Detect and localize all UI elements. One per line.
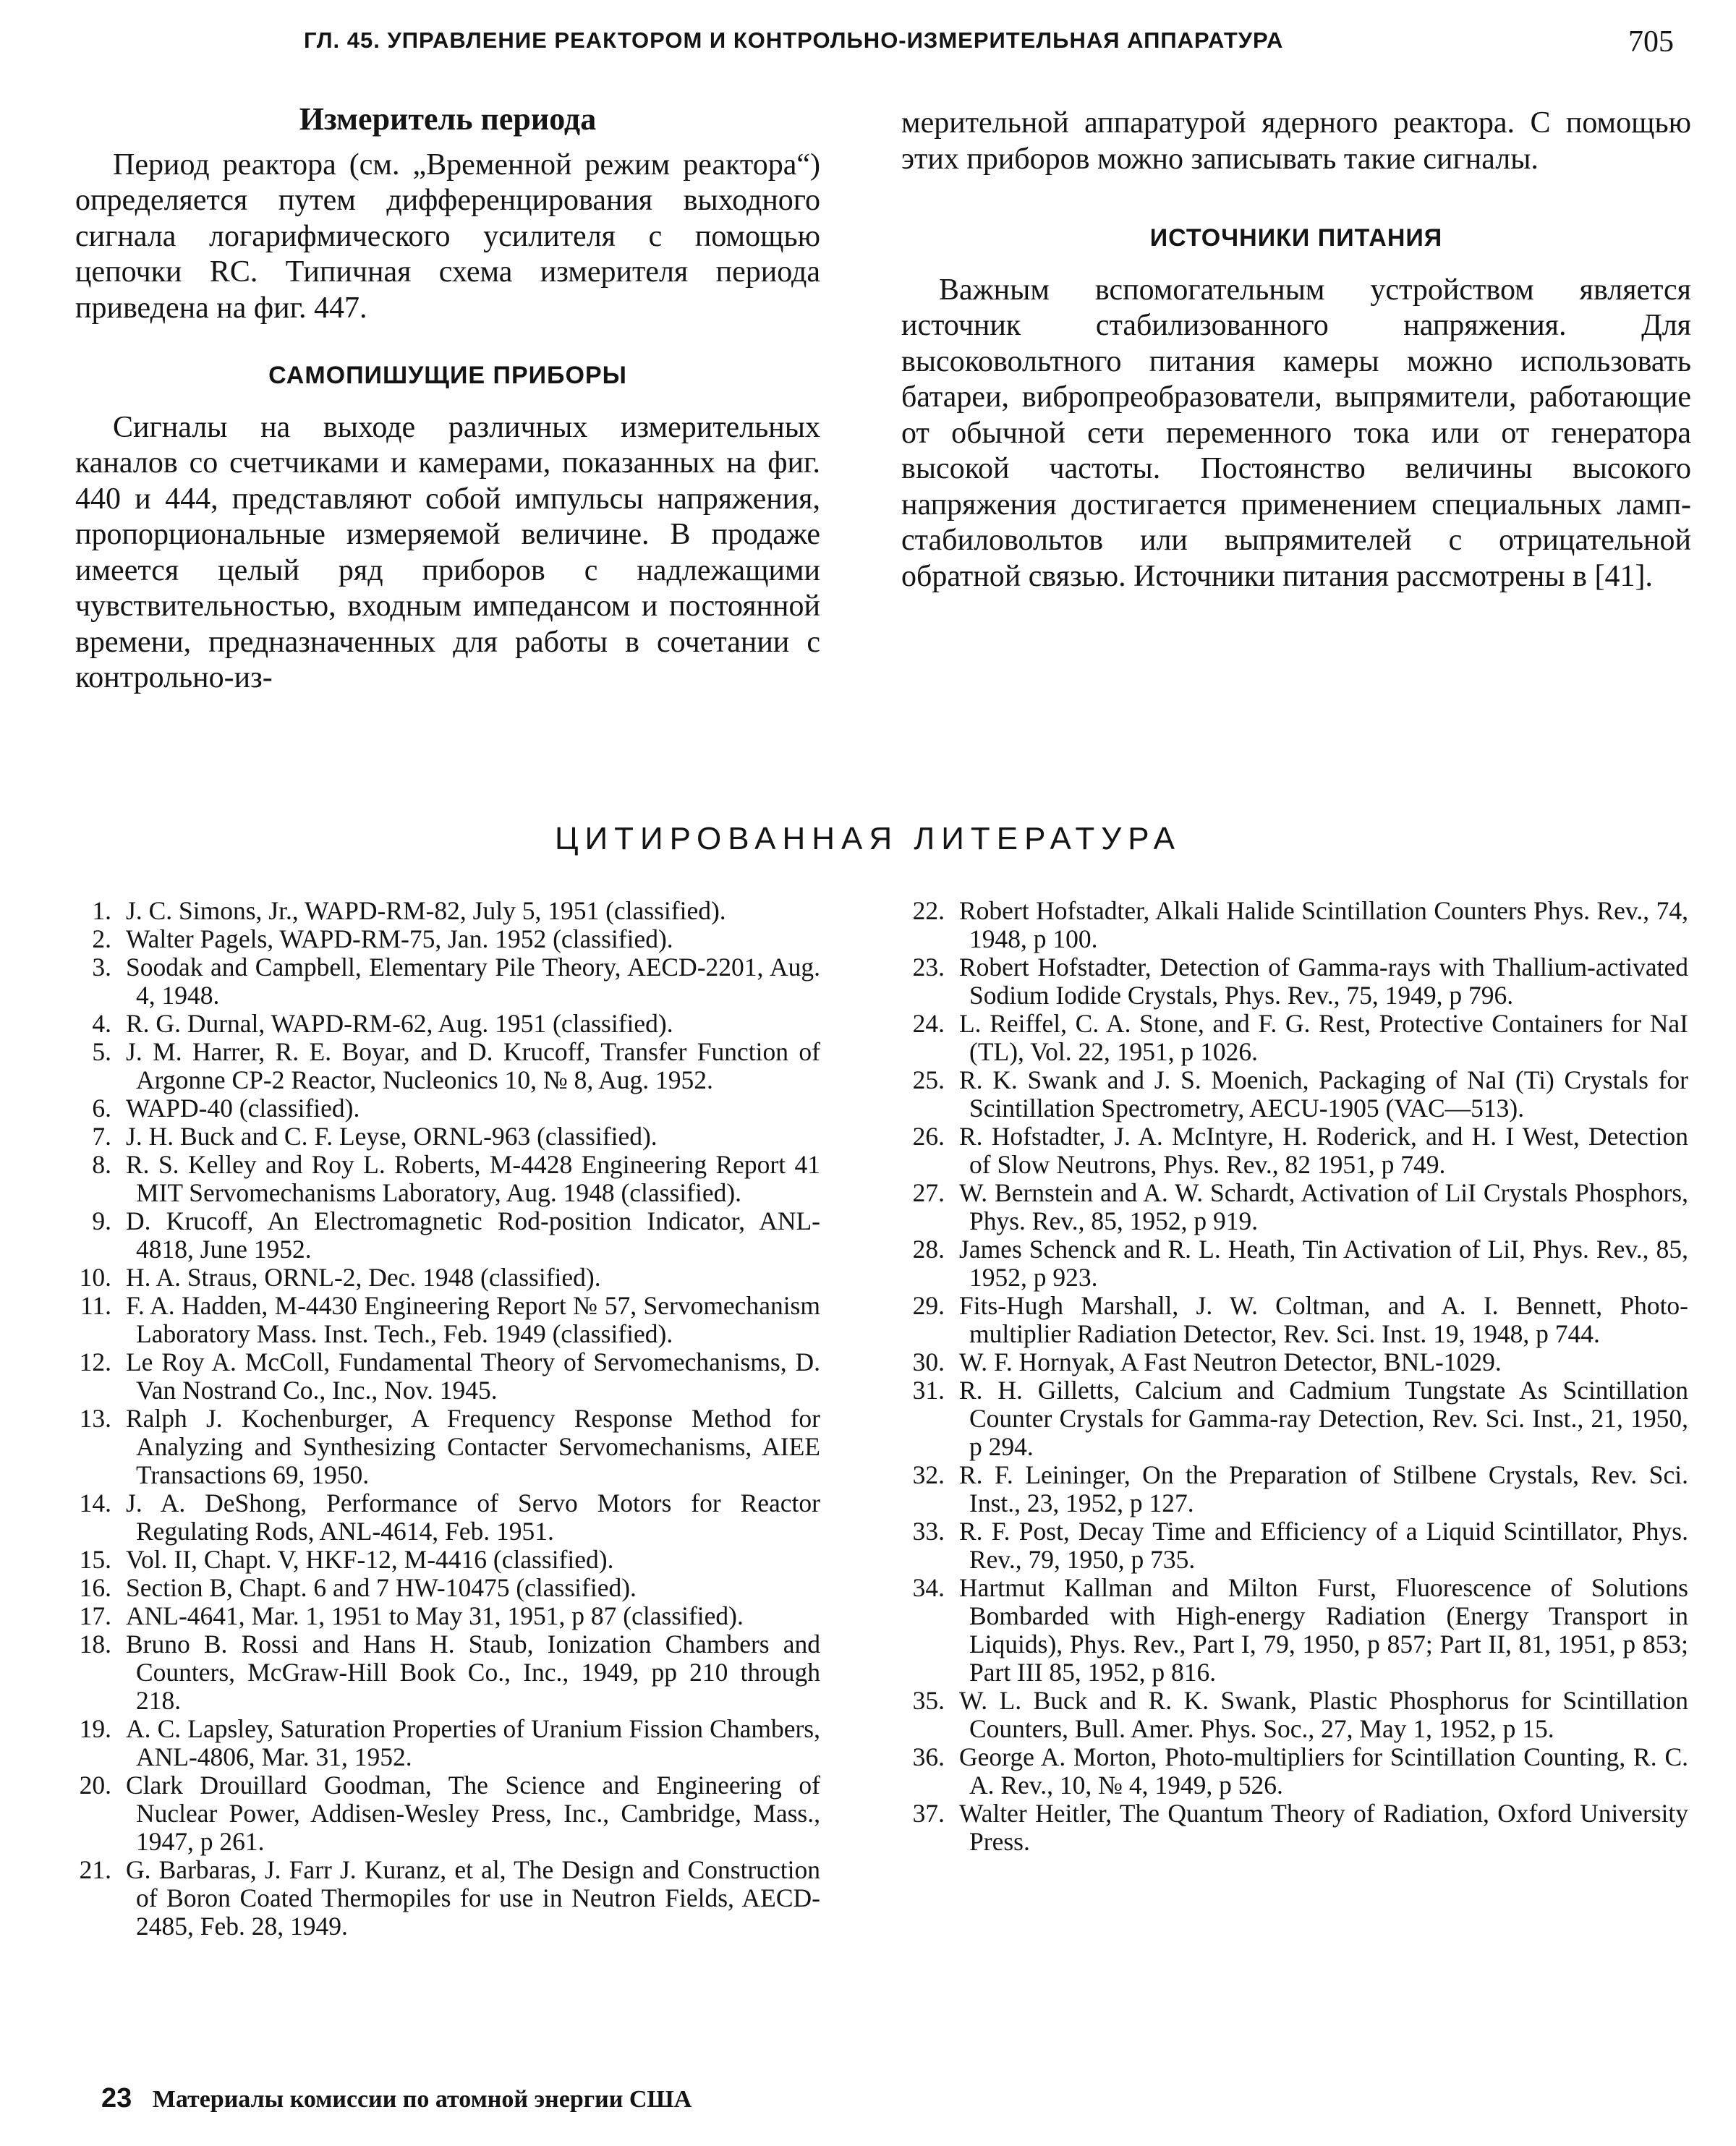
paragraph-period-meter: Период реактора (см. „Временной режим реактора“) определяется путем дифференцирования выходного сигнала логарифмического усилителя с помощью цепочки RC. Типичная схема измерителя периода приведена на фиг. 447. xyxy=(75,148,820,325)
reference-item xyxy=(894,1010,1688,1066)
reference-text: Walter Pagels, WAPD-RM-75, Jan. 1952 (classified). xyxy=(126,924,673,953)
signature-number: 23 xyxy=(101,2083,132,2113)
reference-item xyxy=(894,1574,1688,1687)
reference-number: 18. xyxy=(79,1630,111,1659)
reference-text: W. Bernstein and A. W. Schardt, Activation of LiI Crystals Phosphors, Phys. Rev., 85, 1952, p 919. xyxy=(959,1178,1688,1235)
reference-item xyxy=(61,925,820,953)
reference-item xyxy=(61,1405,820,1489)
reference-item xyxy=(61,1602,820,1630)
reference-text: R. F. Post, Decay Time and Efficiency of a Liquid Scintillator, Phys. Rev., 79, 1950, p 735. xyxy=(959,1517,1688,1574)
reference-number: 20. xyxy=(79,1771,111,1800)
reference-text: J. A. DeShong, Performance of Servo Motors for Reactor Regulating Rods, ANL-4614, Feb. 1951. xyxy=(126,1489,820,1546)
reference-number: 5. xyxy=(92,1037,111,1066)
reference-item xyxy=(894,1376,1688,1461)
reference-number: 19. xyxy=(79,1714,111,1743)
reference-text: Ralph J. Kochenburger, A Frequency Response Method for Analyzing and Synthesizing Contacter Servomechanisms, AIEE Transactions 69, 1950. xyxy=(126,1404,820,1489)
references-list-left xyxy=(61,897,820,1941)
reference-item xyxy=(61,1489,820,1546)
reference-item xyxy=(894,1123,1688,1179)
reference-text: Section B, Chapt. 6 and 7 HW-10475 (classified). xyxy=(126,1573,637,1602)
reference-item xyxy=(61,1856,820,1941)
reference-text: R. H. Gilletts, Calcium and Cadmium Tungstate As Scintillation Counter Crystals for Gamma-ray Detection, Rev. Sci. Inst., 21, 1950, p 294. xyxy=(959,1376,1688,1461)
references-title: ЦИТИРОВАННАЯ ЛИТЕРАТУРА xyxy=(554,821,1182,856)
reference-text: Robert Hofstadter, Detection of Gamma-rays with Thallium-activated Sodium Iodide Crystals, Phys. Rev., 75, 1949, p 796. xyxy=(959,953,1688,1010)
reference-number: 11. xyxy=(80,1291,111,1320)
reference-number: 14. xyxy=(79,1489,111,1517)
reference-text: Vol. II, Chapt. V, HKF-12, M-4416 (classified). xyxy=(126,1545,614,1574)
reference-item xyxy=(61,1546,820,1574)
reference-item xyxy=(61,1348,820,1405)
reference-number: 22. xyxy=(912,896,945,925)
reference-number: 27. xyxy=(912,1178,945,1207)
left-column xyxy=(75,101,820,697)
paragraph-recorders: Сигналы на выходе различных измерительных каналов со счетчиками и камерами, показанных на фиг. 440 и 444, представляют собой импульсы напряжения, пропорциональные измеряемой величине. В продаже имеется целый ряд приборов с надлежащими чувствительностью, входным импедансом и постоянной времени, предназначенных для работы в сочетании с контрольно-из- xyxy=(75,410,820,694)
reference-number: 30. xyxy=(912,1347,945,1376)
reference-item xyxy=(894,1348,1688,1376)
reference-item xyxy=(61,1151,820,1207)
page-number: 705 xyxy=(1628,25,1674,59)
section-heading-power-supplies: ИСТОЧНИКИ ПИТАНИЯ xyxy=(1149,224,1443,252)
page-footer xyxy=(101,2083,692,2114)
reference-item xyxy=(61,1771,820,1856)
paragraph-recorders-continued: мерительной аппаратурой ядерного реактора. С помощью этих приборов можно записывать такие сигналы. xyxy=(901,106,1691,176)
reference-item xyxy=(894,1292,1688,1348)
reference-text: James Schenck and R. L. Heath, Tin Activation of LiI, Phys. Rev., 85, 1952, p 923. xyxy=(959,1235,1688,1292)
reference-number: 13. xyxy=(79,1404,111,1433)
reference-text: Clark Drouillard Goodman, The Science and Engineering of Nuclear Power, Addisen-Wesley Press, Inc., Cambridge, Mass., 1947, p 261. xyxy=(126,1771,820,1856)
reference-text: H. A. Straus, ORNL-2, Dec. 1948 (classified). xyxy=(126,1263,601,1292)
reference-number: 24. xyxy=(912,1009,945,1038)
references-list-right xyxy=(894,897,1688,1856)
reference-text: R. S. Kelley and Roy L. Roberts, M-4428 Engineering Report 41 MIT Servomechanisms Laboratory, Aug. 1948 (classified). xyxy=(126,1150,820,1207)
reference-number: 25. xyxy=(912,1065,945,1094)
reference-text: G. Barbaras, J. Farr J. Kuranz, et al, The Design and Construction of Boron Coated Thermopiles for use in Neutron Fields, AECD-2485, Feb. 28, 1949. xyxy=(126,1855,820,1941)
reference-number: 36. xyxy=(912,1742,945,1771)
reference-number: 31. xyxy=(912,1376,945,1405)
reference-number: 33. xyxy=(912,1517,945,1546)
reference-number: 9. xyxy=(92,1206,111,1235)
reference-number: 16. xyxy=(79,1573,111,1602)
reference-item xyxy=(894,953,1688,1010)
reference-number: 37. xyxy=(912,1799,945,1828)
reference-text: R. F. Leininger, On the Preparation of Stilbene Crystals, Rev. Sci. Inst., 23, 1952, p 127. xyxy=(959,1460,1688,1517)
reference-number: 8. xyxy=(92,1150,111,1179)
reference-item xyxy=(61,953,820,1010)
reference-number: 28. xyxy=(912,1235,945,1264)
reference-item xyxy=(61,1207,820,1264)
reference-text: R. Hofstadter, J. A. McIntyre, H. Roderick, and H. I West, Detection of Slow Neutrons, Phys. Rev., 82 1951, p 749. xyxy=(959,1122,1688,1179)
reference-item xyxy=(61,897,820,925)
reference-number: 34. xyxy=(912,1573,945,1602)
reference-number: 12. xyxy=(79,1347,111,1376)
reference-number: 32. xyxy=(912,1460,945,1489)
reference-text: D. Krucoff, An Electromagnetic Rod-position Indicator, ANL-4818, June 1952. xyxy=(126,1206,820,1264)
reference-text: George A. Morton, Photo-multipliers for Scintillation Counting, R. C. A. Rev., 10, № 4, 1949, p 526. xyxy=(959,1742,1688,1800)
reference-number: 6. xyxy=(92,1094,111,1123)
reference-item xyxy=(61,1123,820,1151)
reference-item xyxy=(894,1743,1688,1800)
reference-number: 1. xyxy=(92,896,111,925)
running-header xyxy=(304,20,1736,64)
reference-text: Walter Heitler, The Quantum Theory of Radiation, Oxford University Press. xyxy=(959,1799,1688,1856)
reference-item xyxy=(894,1800,1688,1856)
reference-text: J. C. Simons, Jr., WAPD-RM-82, July 5, 1951 (classified). xyxy=(126,896,726,925)
reference-number: 21. xyxy=(79,1855,111,1884)
reference-number: 7. xyxy=(92,1122,111,1151)
reference-number: 2. xyxy=(92,924,111,953)
reference-number: 10. xyxy=(79,1263,111,1292)
reference-item xyxy=(61,1038,820,1094)
reference-item xyxy=(61,1010,820,1038)
reference-text: Fits-Hugh Marshall, J. W. Coltman, and A. I. Bennett, Photo-multiplier Radiation Detector, Rev. Sci. Inst. 19, 1948, p 744. xyxy=(959,1291,1688,1348)
reference-number: 26. xyxy=(912,1122,945,1151)
reference-item xyxy=(894,1235,1688,1292)
section-heading-recorders: САМОПИШУЩИЕ ПРИБОРЫ xyxy=(268,362,627,389)
reference-text: J. M. Harrer, R. E. Boyar, and D. Krucoff, Transfer Function of Argonne CP-2 Reactor, Nucleonics 10, № 8, Aug. 1952. xyxy=(126,1037,820,1094)
reference-text: W. L. Buck and R. K. Swank, Plastic Phosphorus for Scintillation Counters, Bull. Amer. Phys. Soc., 27, May 1, 1952, p 15. xyxy=(959,1686,1688,1743)
reference-number: 29. xyxy=(912,1291,945,1320)
reference-item xyxy=(61,1264,820,1292)
reference-item xyxy=(894,1066,1688,1123)
reference-text: Hartmut Kallman and Milton Furst, Fluorescence of Solutions Bombarded with High-energy Radiation (Energy Transport in Liquids), Phys. Rev., Part I, 79, 1950, p 857; Part II, 81, 1951, p 853; Part III 85, 1952, p 816. xyxy=(959,1573,1688,1687)
reference-text: F. A. Hadden, M-4430 Engineering Report № 57, Servomechanism Laboratory Mass. Inst. Tech., Feb. 1949 (classified). xyxy=(126,1291,820,1348)
reference-item xyxy=(61,1630,820,1715)
reference-number: 35. xyxy=(912,1686,945,1715)
signature-text: Материалы комиссии по атомной энергии США xyxy=(152,2086,692,2113)
right-column xyxy=(901,106,1691,595)
paragraph-power-supplies: Важным вспомогательным устройством является источник стабилизованного напряжения. Для высоковольтного питания камеры можно использовать батареи, вибропреобразователи, выпрямители, работающие от обычной сети переменного тока или от генератора высокой частоты. Постоянство величины высокого напряжения достигается применением специальных ламп-стабиловольтов или выпрямителей с отрицательной обратной связью. Источники питания рассмотрены в [41]. xyxy=(901,273,1691,593)
reference-number: 17. xyxy=(79,1601,111,1630)
reference-item xyxy=(894,897,1688,953)
reference-item xyxy=(894,1179,1688,1235)
reference-text: R. G. Durnal, WAPD-RM-62, Aug. 1951 (classified). xyxy=(126,1009,673,1038)
reference-number: 3. xyxy=(92,953,111,982)
reference-item xyxy=(61,1292,820,1348)
reference-number: 4. xyxy=(92,1009,111,1038)
reference-item xyxy=(894,1517,1688,1574)
reference-item xyxy=(894,1461,1688,1517)
reference-number: 23. xyxy=(912,953,945,982)
running-title: ГЛ. 45. УПРАВЛЕНИЕ РЕАКТОРОМ И КОНТРОЛЬНО-ИЗМЕРИТЕЛЬНАЯ АППАРАТУРА xyxy=(304,27,1284,53)
reference-item xyxy=(61,1715,820,1771)
reference-item xyxy=(61,1574,820,1602)
reference-text: Le Roy A. McColl, Fundamental Theory of Servomechanisms, D. Van Nostrand Co., Inc., Nov. 1945. xyxy=(126,1347,820,1405)
reference-text: L. Reiffel, C. A. Stone, and F. G. Rest, Protective Containers for NaI (TL), Vol. 22, 1951, p 1026. xyxy=(959,1009,1688,1066)
reference-text: W. F. Hornyak, A Fast Neutron Detector, BNL-1029. xyxy=(959,1347,1502,1376)
section-heading-period-meter: Измеритель периода xyxy=(299,101,597,137)
reference-text: R. K. Swank and J. S. Moenich, Packaging of NaI (Ti) Crystals for Scintillation Spectrometry, AECU-1905 (VAC—513). xyxy=(959,1065,1688,1123)
reference-text: A. C. Lapsley, Saturation Properties of Uranium Fission Chambers, ANL-4806, Mar. 31, 1952. xyxy=(126,1714,820,1771)
reference-item xyxy=(61,1094,820,1123)
reference-text: Soodak and Campbell, Elementary Pile Theory, AECD-2201, Aug. 4, 1948. xyxy=(126,953,820,1010)
reference-text: WAPD-40 (classified). xyxy=(126,1094,360,1123)
reference-text: Robert Hofstadter, Alkali Halide Scintillation Counters Phys. Rev., 74, 1948, p 100. xyxy=(959,896,1688,953)
reference-text: Bruno B. Rossi and Hans H. Staub, Ionization Chambers and Counters, McGraw-Hill Book Co., Inc., 1949, pp 210 through 218. xyxy=(126,1630,820,1715)
reference-number: 15. xyxy=(79,1545,111,1574)
reference-text: ANL-4641, Mar. 1, 1951 to May 31, 1951, p 87 (classified). xyxy=(126,1601,744,1630)
reference-text: J. H. Buck and C. F. Leyse, ORNL-963 (classified). xyxy=(126,1122,658,1151)
reference-item xyxy=(894,1687,1688,1743)
